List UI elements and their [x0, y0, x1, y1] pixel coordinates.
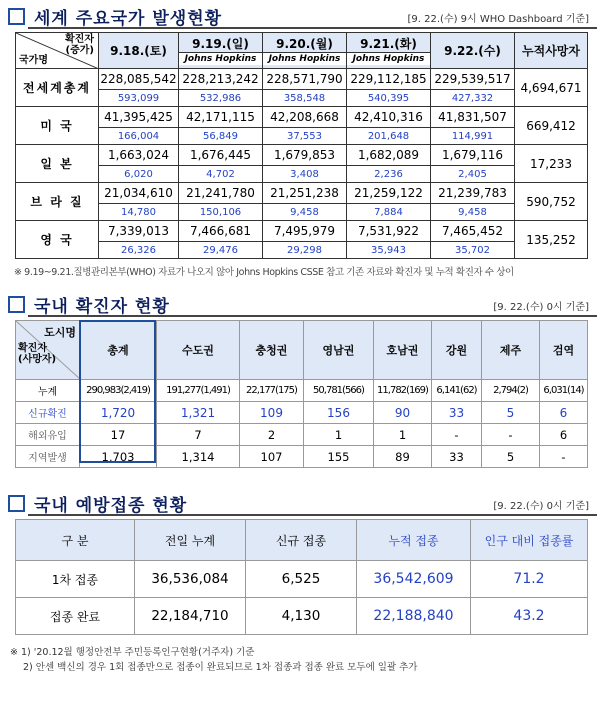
source-label: Johns Hopkins: [263, 52, 346, 65]
date-header: [263, 33, 347, 69]
deaths-cell: 17,233: [515, 145, 588, 183]
value-cell: 4,130: [246, 598, 357, 635]
value-cell: 5: [482, 402, 540, 424]
section1-note: ※ 9.19~9.21.질병관리본부(WHO) 자료가 나오지 않아 Johns Hopkins CSSE 참고 기존 자료와 확진자 및 누적 확진자 수 상이: [14, 267, 514, 278]
value-cell: 107: [240, 446, 304, 468]
table-row: [16, 561, 588, 598]
cases-cell: 7,339,013: [99, 221, 179, 242]
value-cell: 6: [540, 402, 588, 424]
increase-cell: 29,476: [179, 242, 263, 259]
value-cell: 36,536,084: [135, 561, 246, 598]
row-label: 해외유입: [16, 424, 80, 446]
region-header: 제주: [482, 321, 540, 380]
region-header: 총계: [80, 321, 157, 380]
section3-header: [0, 491, 603, 515]
deaths-cell: 135,252: [515, 221, 588, 259]
cases-cell: 228,085,542: [99, 69, 179, 90]
increase-cell: 14,780: [99, 204, 179, 221]
domestic-cases-table: [15, 320, 588, 468]
section1-header: [0, 4, 603, 28]
increase-cell: 3,408: [263, 166, 347, 183]
increase-cell: 6,020: [99, 166, 179, 183]
increase-cell: 358,548: [263, 90, 347, 107]
increase-cell: 150,106: [179, 204, 263, 221]
increase-cell: 540,395: [347, 90, 431, 107]
increase-cell: 26,326: [99, 242, 179, 259]
region-header: 강원: [432, 321, 482, 380]
date-label: 9.20.(월): [276, 37, 333, 51]
table-row: [16, 380, 588, 402]
row-label: 누계: [16, 380, 80, 402]
increase-cell: 166,004: [99, 128, 179, 145]
value-cell: 7: [157, 424, 240, 446]
cases-cell: 21,034,610: [99, 183, 179, 204]
section2-header: [0, 292, 603, 316]
section3-rule: [28, 514, 597, 516]
cases-cell: 21,259,122: [347, 183, 431, 204]
note-line: 2) 안센 백신의 경우 1회 접종만으로 접종이 완료되므로 1차 접종과 접종 완료 모두에 일괄 추가: [23, 662, 418, 673]
value-cell: 1: [374, 424, 432, 446]
increase-cell: 29,298: [263, 242, 347, 259]
date-header: [347, 33, 431, 69]
country-name: 전세계총계: [16, 69, 99, 107]
increase-cell: 9,458: [431, 204, 515, 221]
source-label: Johns Hopkins: [347, 52, 430, 65]
corner-top-text: 확진자: [65, 34, 94, 45]
corner-bottom-label: 확진자 (사망자): [18, 343, 57, 365]
value-cell: 191,277(1,491): [157, 380, 240, 402]
section2-rule: [28, 315, 597, 317]
value-cell: 6,031(14): [540, 380, 588, 402]
cases-cell: 21,251,238: [263, 183, 347, 204]
deaths-cell: 590,752: [515, 183, 588, 221]
table-row: [16, 402, 588, 424]
value-cell: 6: [540, 424, 588, 446]
value-cell: 5: [482, 446, 540, 468]
section1-rule: [28, 27, 597, 29]
increase-cell: 427,332: [431, 90, 515, 107]
value-cell: 2,794(2): [482, 380, 540, 402]
table-row: [16, 183, 588, 204]
corner-top-text2: (증가): [65, 45, 94, 56]
country-name: 영 국: [16, 221, 99, 259]
section1-date: [9. 22.(수) 9시 WHO Dashboard 기준]: [407, 14, 589, 25]
table-row: [16, 128, 588, 145]
cases-cell: 229,112,185: [347, 69, 431, 90]
value-cell: 1,321: [157, 402, 240, 424]
value-cell: 22,188,840: [357, 598, 471, 635]
corner-top-label: 도시명: [44, 326, 76, 339]
value-cell: 33: [432, 402, 482, 424]
cases-cell: 7,495,979: [263, 221, 347, 242]
cases-cell: 228,213,242: [179, 69, 263, 90]
value-cell: 290,983(2,419): [80, 380, 157, 402]
increase-cell: 4,702: [179, 166, 263, 183]
table-row: [16, 598, 588, 635]
row-label: 신규확진: [16, 402, 80, 424]
section2-title: 국내 확진자 현황: [34, 297, 170, 317]
table-row: [16, 424, 588, 446]
section3-title: 국내 예방접종 현황: [34, 496, 188, 516]
date-header: [99, 33, 179, 69]
value-cell: 33: [432, 446, 482, 468]
value-cell: -: [482, 424, 540, 446]
column-header: 신규 접종: [246, 520, 357, 561]
value-cell: 71.2: [471, 561, 588, 598]
table-row: [16, 166, 588, 183]
value-cell: 1,314: [157, 446, 240, 468]
row-label: 지역발생: [16, 446, 80, 468]
country-name: 브 라 질: [16, 183, 99, 221]
cases-cell: 42,171,115: [179, 107, 263, 128]
cases-cell: 1,682,089: [347, 145, 431, 166]
table-header-row: [16, 520, 588, 561]
increase-cell: 7,884: [347, 204, 431, 221]
date-label: 9.19.(일): [192, 37, 249, 51]
value-cell: 22,184,710: [135, 598, 246, 635]
row-label: 1차 접종: [16, 561, 135, 598]
date-header: [431, 33, 515, 69]
table-row: [16, 221, 588, 242]
column-header: 전일 누계: [135, 520, 246, 561]
checkbox-square-icon: [8, 296, 25, 313]
table-row: [16, 145, 588, 166]
value-cell: -: [432, 424, 482, 446]
value-cell: 6,525: [246, 561, 357, 598]
value-cell: 2: [240, 424, 304, 446]
increase-cell: 56,849: [179, 128, 263, 145]
date-header: [179, 33, 263, 69]
country-name: 미 국: [16, 107, 99, 145]
increase-cell: 114,991: [431, 128, 515, 145]
cases-cell: 42,410,316: [347, 107, 431, 128]
source-label: Johns Hopkins: [179, 52, 262, 65]
increase-cell: 9,458: [263, 204, 347, 221]
region-header: 영남권: [304, 321, 374, 380]
cases-cell: 229,539,517: [431, 69, 515, 90]
checkbox-square-icon: [8, 495, 25, 512]
cases-cell: 1,663,024: [99, 145, 179, 166]
value-cell: 1,703: [80, 446, 157, 468]
column-header: 구 분: [16, 520, 135, 561]
vaccination-table: [15, 519, 588, 635]
table-row: [16, 90, 588, 107]
section3-notes: [10, 645, 418, 675]
table-row: [16, 242, 588, 259]
cases-cell: 41,831,507: [431, 107, 515, 128]
region-header: 수도권: [157, 321, 240, 380]
table-header-row: [16, 321, 588, 380]
cases-cell: 1,679,116: [431, 145, 515, 166]
value-cell: 89: [374, 446, 432, 468]
value-cell: 50,781(566): [304, 380, 374, 402]
world-cases-table: [15, 32, 588, 259]
corner-top-label: [65, 34, 94, 56]
cases-cell: 1,679,853: [263, 145, 347, 166]
date-label: 9.22.(수): [444, 44, 501, 58]
value-cell: 6,141(62): [432, 380, 482, 402]
cases-cell: 7,466,681: [179, 221, 263, 242]
increase-cell: 201,648: [347, 128, 431, 145]
value-cell: 155: [304, 446, 374, 468]
value-cell: 1: [304, 424, 374, 446]
date-label: 9.18.(토): [110, 44, 167, 58]
increase-cell: 593,099: [99, 90, 179, 107]
cases-cell: 7,465,452: [431, 221, 515, 242]
value-cell: 109: [240, 402, 304, 424]
value-cell: 17: [80, 424, 157, 446]
cases-cell: 228,571,790: [263, 69, 347, 90]
country-name: 일 본: [16, 145, 99, 183]
table-corner-cell: [16, 321, 80, 380]
increase-cell: 532,986: [179, 90, 263, 107]
section2-date: [9. 22.(수) 0시 기준]: [493, 302, 589, 313]
cases-cell: 41,395,425: [99, 107, 179, 128]
date-label: 9.21.(화): [360, 37, 417, 51]
value-cell: 36,542,609: [357, 561, 471, 598]
column-header: 누적 접종: [357, 520, 471, 561]
column-header: 인구 대비 접종률: [471, 520, 588, 561]
table-row: [16, 69, 588, 90]
deaths-cell: 669,412: [515, 107, 588, 145]
checkbox-square-icon: [8, 8, 25, 25]
row-label: 접종 완료: [16, 598, 135, 635]
note-line: ※ 1) '20.12월 행정안전부 주민등록인구현황(거주자) 기준: [10, 647, 255, 658]
increase-cell: 35,702: [431, 242, 515, 259]
cases-cell: 21,241,780: [179, 183, 263, 204]
value-cell: 156: [304, 402, 374, 424]
region-header: 호남권: [374, 321, 432, 380]
table-row: [16, 446, 588, 468]
value-cell: 43.2: [471, 598, 588, 635]
increase-cell: 35,943: [347, 242, 431, 259]
increase-cell: 2,405: [431, 166, 515, 183]
region-header: 충청권: [240, 321, 304, 380]
value-cell: 90: [374, 402, 432, 424]
cases-cell: 42,208,668: [263, 107, 347, 128]
increase-cell: 37,553: [263, 128, 347, 145]
value-cell: 22,177(175): [240, 380, 304, 402]
region-header: 검역: [540, 321, 588, 380]
cases-cell: 21,239,783: [431, 183, 515, 204]
table-row: [16, 107, 588, 128]
value-cell: -: [540, 446, 588, 468]
section1-title: 세계 주요국가 발생현황: [34, 9, 223, 29]
value-cell: 1,720: [80, 402, 157, 424]
increase-cell: 2,236: [347, 166, 431, 183]
table-row: [16, 204, 588, 221]
table-header-row: [16, 33, 588, 69]
value-cell: 11,782(169): [374, 380, 432, 402]
deaths-cell: 4,694,671: [515, 69, 588, 107]
cases-cell: 7,531,922: [347, 221, 431, 242]
corner-bottom-label: 국가명: [19, 55, 48, 66]
table-corner-cell: [16, 33, 99, 69]
section3-date: [9. 22.(수) 0시 기준]: [493, 501, 589, 512]
cases-cell: 1,676,445: [179, 145, 263, 166]
deaths-header: 누적사망자: [515, 33, 588, 69]
